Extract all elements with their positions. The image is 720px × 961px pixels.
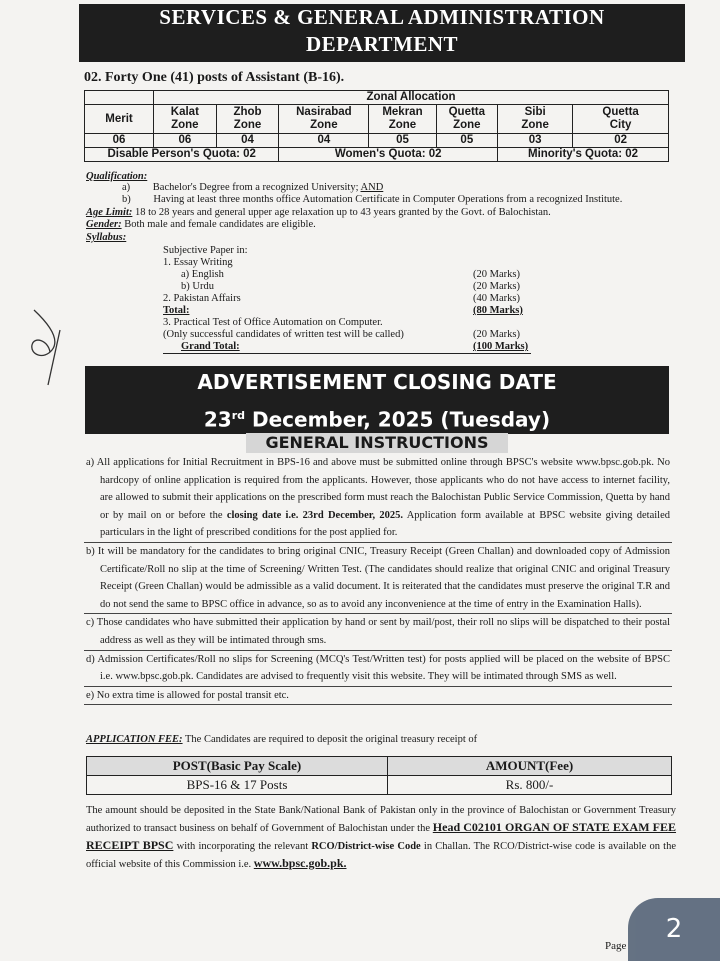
- fee-deposit-note: The amount should be deposited in the State Bank/National Bank of Pakistan only in the province of Balochistan or Government Treasury authorized to transact business on behalf of Government of Balochistan under the Head C02101 ORGAN OF STATE EXAM FEE RECEIPT BPSC with incorporating the relevant RCO/District-wise Code in Challan. The RCO/District-wise code is available on the official website of this Commission i.e. www.bpsc.gob.pk.: [86, 805, 677, 870]
- instruction-b: b) It will be mandatory for the candidates to bring original CNIC, Treasury Receipt (Green Challan) and downloaded copy of Admission Certificate/Roll no slip at the time of Screening/ Written Test. (The candidates should realize that original CNIC and original Treasury Receipt (Green Challan) would be admissible as a valid document. It is reiterated that the candidates must preserve the original T.R and do not send the same to BPSC office in advance, so as to avoid any inconvenience at the time of entry in the Examination Halls).: [84, 543, 672, 614]
- qualification-label: Qualification:: [86, 171, 148, 182]
- department-banner: [79, 4, 685, 62]
- application-fee-table: [86, 756, 672, 795]
- syllabus-label: Syllabus:: [86, 232, 127, 243]
- instruction-a: a) All applications for Initial Recruitment in BPS-16 and above must be submitted online through BPSC's website www.bpsc.gob.pk. No hardcopy of online application is required from the applicants. However, those applicants who do not have access to internet facility, are allowed to submit their applications on the prescribed form must reach the Balochistan Public Service Commission, Quetta by hand or by mail on or before the closing date i.e. 23rd December, 2025. Application form available at BPSC website giving detailed particulars in the light of prescribed conditions for the post applied for.: [84, 454, 672, 543]
- closing-date-banner: [85, 366, 669, 434]
- closing-title: ADVERTISEMENT CLOSING DATE: [197, 370, 557, 394]
- zone-value: 04: [216, 134, 279, 148]
- general-instructions-title: GENERAL INSTRUCTIONS: [246, 433, 508, 453]
- instruction-c: c) Those candidates who have submitted their application by hand or sent by mail/post, their roll no slips will be dispatched to their postal address as well as they will be intimated through sms.: [84, 614, 672, 650]
- instructions-list: [84, 454, 672, 705]
- zone-value: 03: [498, 134, 573, 148]
- zone-value: 05: [436, 134, 498, 148]
- zone-header: Kalat Zone: [154, 105, 217, 134]
- fee-row-post: BPS-16 & 17 Posts: [87, 776, 388, 795]
- fee-col-post: POST(Basic Pay Scale): [87, 757, 388, 776]
- women-quota: Women's Quota: 02: [279, 148, 498, 162]
- merit-label: Merit: [85, 105, 154, 134]
- zonal-allocation-title: Zonal Allocation: [154, 91, 669, 105]
- page-number-badge: 2: [628, 898, 720, 961]
- syllabus-block: Subjective Paper in: 1. Essay Writing a) English (20 Marks) b) Urdu (20 Marks) 2. Pakistan Affairs (40 Marks) Total: (80 Marks) 3. Practical Test of Office Automation on Computer. (Only successful candidates of written test will be called) (20 Marks) Grand Total: (100 Marks): [163, 245, 533, 354]
- age-limit: Age Limit: 18 to 28 years and general upper age relaxation up to 43 years granted by the Govt. of Balochistan.: [86, 207, 551, 218]
- signature-mark: [20, 300, 80, 390]
- zone-value: 02: [573, 134, 669, 148]
- zone-header: Nasirabad Zone: [279, 105, 369, 134]
- merit-value: 06: [85, 134, 154, 148]
- instruction-e: e) No extra time is allowed for postal transit etc.: [84, 687, 672, 706]
- zone-value: 04: [279, 134, 369, 148]
- department-title-line2: DEPARTMENT: [305, 32, 459, 56]
- zone-header: Quetta City: [573, 105, 669, 134]
- qualification-a: a) Bachelor's Degree from a recognized University; AND: [122, 182, 384, 193]
- instruction-d: d) Admission Certificates/Roll no slips for Screening (MCQ's Test/Written test) for posts applied will be placed on the website of BPSC i.e. www.bpsc.gob.pk. Candidates are advised to frequently visit this website. They will be intimated through SMS as well.: [84, 651, 672, 687]
- application-fee-label: APPLICATION FEE: The Candidates are required to deposit the original treasury receipt of: [86, 734, 478, 745]
- post-title: 02. Forty One (41) posts of Assistant (B-16).: [84, 70, 345, 85]
- zone-header: Sibi Zone: [498, 105, 573, 134]
- zone-header: Mekran Zone: [369, 105, 436, 134]
- page-label: Page: [605, 940, 627, 952]
- zone-header: Quetta Zone: [436, 105, 498, 134]
- zonal-allocation-table: [84, 90, 669, 162]
- qualification-b: b) Having at least three months office Automation Certificate in Computer Operations from a recognized Institute.: [122, 194, 623, 205]
- disable-quota: Disable Person's Quota: 02: [85, 148, 279, 162]
- syllabus-heading: Subjective Paper in:: [163, 245, 248, 256]
- department-title-line1: SERVICES & GENERAL ADMINISTRATION: [159, 5, 605, 29]
- fee-row-amount: Rs. 800/-: [388, 776, 672, 795]
- zone-value: 06: [154, 134, 217, 148]
- gender: Gender: Both male and female candidates are eligible.: [86, 219, 316, 230]
- closing-date: 23rd December, 2025 (Tuesday): [203, 407, 551, 432]
- zone-header: Zhob Zone: [216, 105, 279, 134]
- zone-value: 05: [369, 134, 436, 148]
- fee-col-amount: AMOUNT(Fee): [388, 757, 672, 776]
- minority-quota: Minority's Quota: 02: [498, 148, 669, 162]
